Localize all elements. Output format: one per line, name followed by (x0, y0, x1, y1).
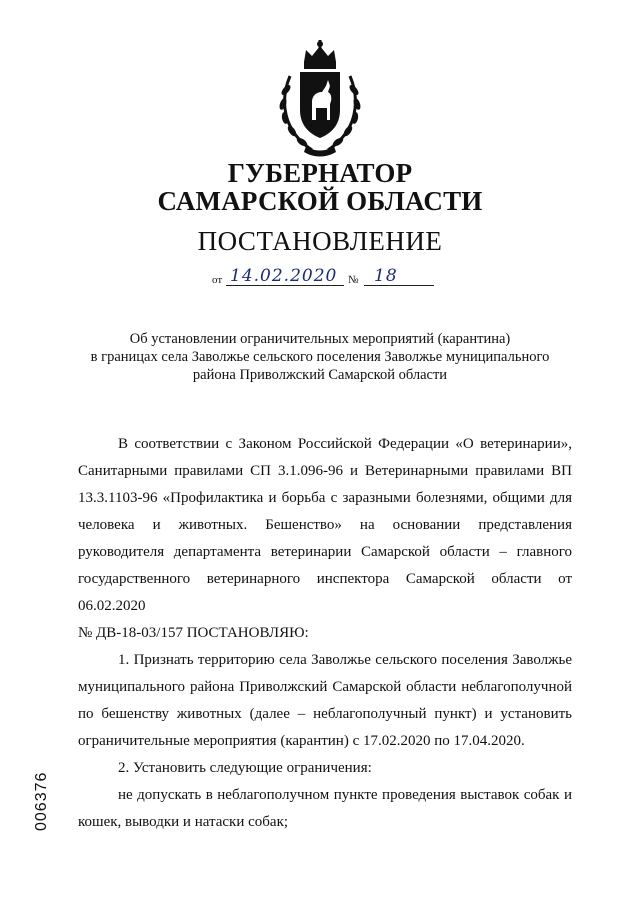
body-paragraph: 2. Установить следующие ограничения: (118, 760, 372, 776)
document-type: ПОСТАНОВЛЕНИЕ (197, 226, 443, 256)
number-label: № (348, 274, 359, 286)
body-paragraph-end: № ДВ-18-03/157 ПОСТАНОВЛЯЮ: (78, 625, 309, 641)
body-paragraph: не допускать в неблагополучном пункте проведения выставок собак и кошек, выводки и натаски собак; (78, 787, 572, 830)
samara-region-coat-of-arms-icon (270, 40, 370, 160)
handwritten-number: 18 (374, 266, 398, 286)
handwritten-date: 14.02.2020 (230, 266, 338, 286)
header-title-line1: ГУБЕРНАТОР (227, 158, 413, 188)
from-label: от (212, 274, 223, 286)
header-title-line2: САМАРСКОЙ ОБЛАСТИ (157, 186, 483, 216)
title-line: в границах села Заволжье сельского поселения Заволжье муниципального (90, 349, 550, 365)
title-line: района Приволжский Самарской области (192, 367, 448, 383)
body-paragraph: 1. Признать территорию села Заволжье сельского поселения Заволжье муниципального района Приволжский Самарской области неблагополучной по бешенству животных (далее – неблагополучный пункт) и установить ограничительные мероприятия (карантин) с 17.02.2020 по 17.04.2020. (78, 652, 572, 749)
document-body (78, 431, 572, 836)
title-line: Об установлении ограничительных мероприятий (карантина) (129, 331, 511, 347)
side-serial-number: 006376 (33, 771, 50, 831)
body-paragraph: В соответствии с Законом Российской Федерации «О ветеринарии», Санитарными правилами СП 3.1.096-96 и Ветеринарными правилами ВП 13.3.1103-96 «Профилактика и борьба с заразными болезнями, общими для человека и животных. Бешенство» на основании представления руководителя департамента ветеринарии Самарской области – главного государственного ветеринарного инспектора Самарской области от 06.02.2020 (78, 436, 572, 614)
date-number-line (212, 262, 452, 292)
document-title (60, 330, 580, 384)
